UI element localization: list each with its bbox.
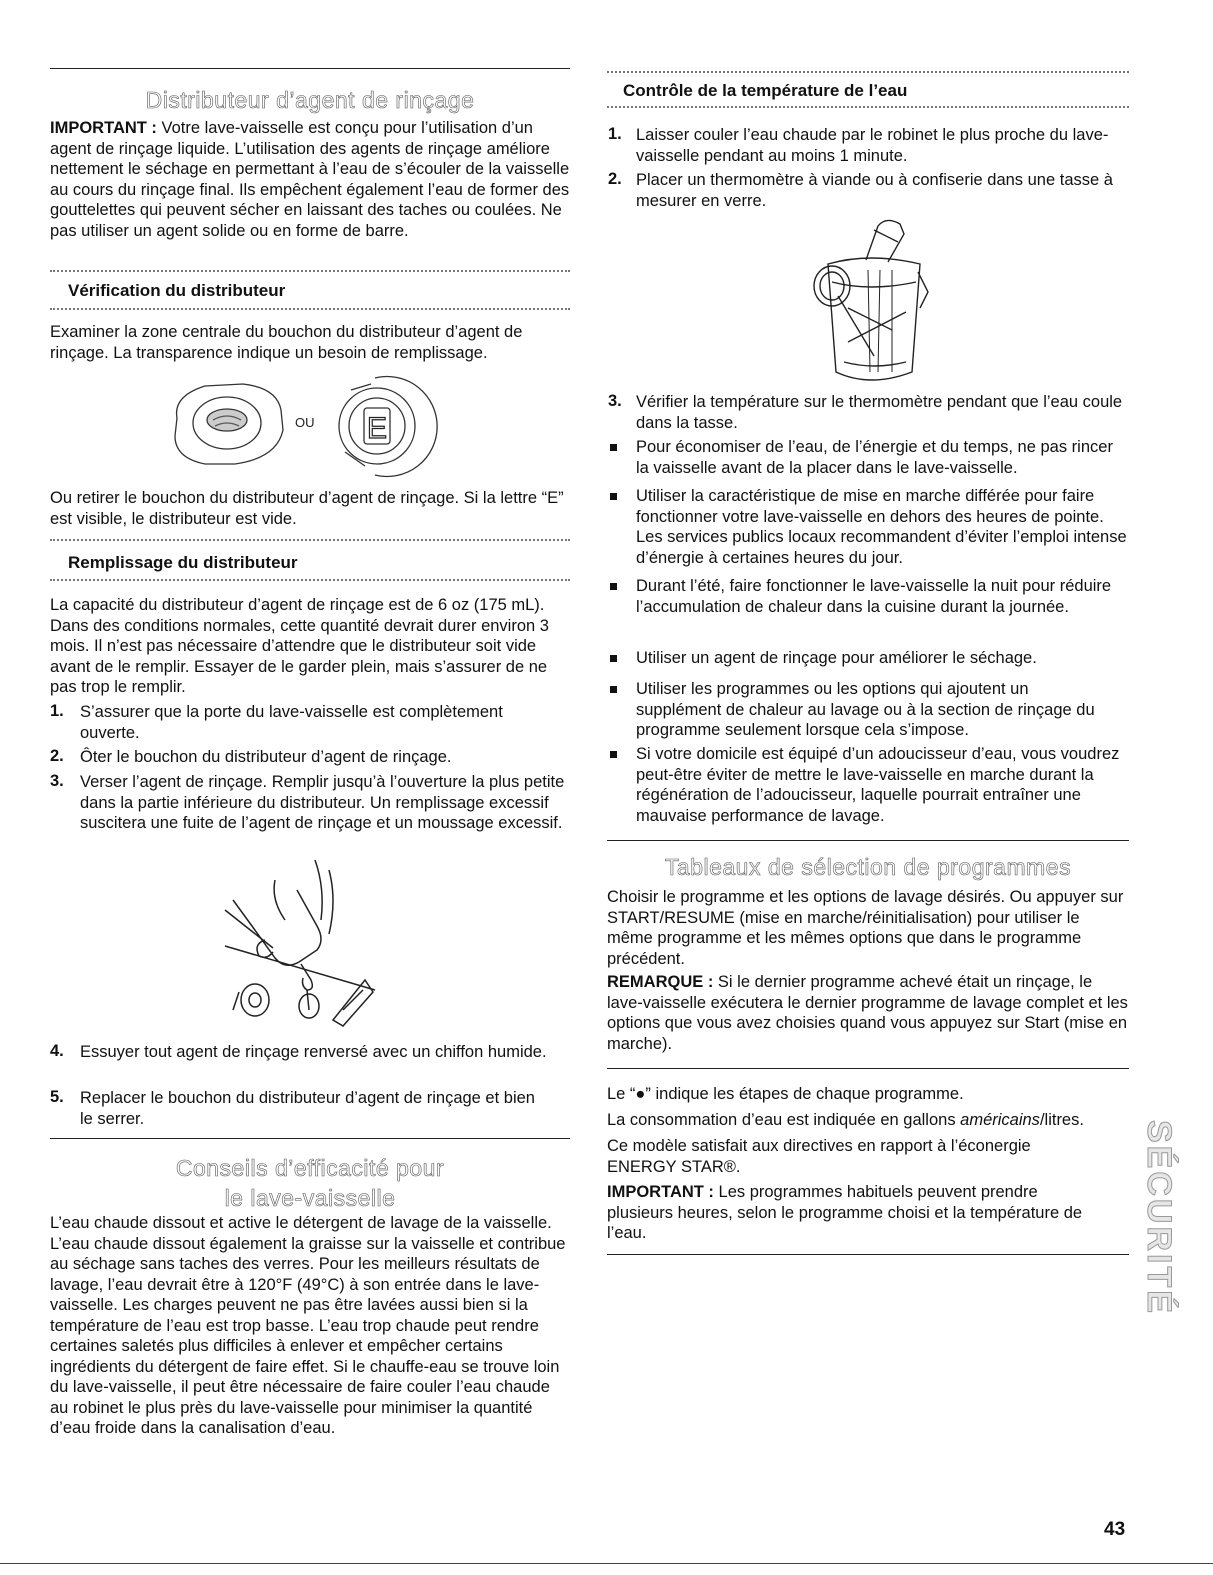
page-number: 43 (1104, 1519, 1126, 1540)
efficiency-tip: Si votre domicile est équipé d’un adoucisseur d’eau, vous voudrez peut-être éviter de mettre le lave-vaisselle en marche durant la régénération de l’adoucisseur, laquelle pourrait entraîner une mauvaise performance de lavage. (636, 745, 1120, 825)
important-paragraph (607, 1182, 1107, 1244)
temp-step-text: Placer un thermomètre à viande ou à confiserie dans une tasse à mesurer en verre. (636, 171, 1113, 210)
verification-heading: Vérification du distributeur (68, 281, 286, 300)
dotted-rule (50, 579, 570, 581)
step-text: Verser l’agent de rinçage. Remplir jusqu’à l’ouverture la plus petite dans la partie inférieure du distributeur. Un remplissage excessif suscitera une fuite de l’agent de rinçage et un moussage excessif. (80, 773, 565, 832)
bullet-marker (610, 493, 617, 500)
section-rule (607, 1068, 1129, 1069)
efficiency-text: L’eau chaude dissout et active le détergent de lavage de la vaisselle. L’eau chaude dissout également la graisse sur la vaisselle et contribue au séchage sans taches des verres. Pour les meilleurs résultats de lavage, l’eau devrait être à 120°F (49°C) à son entrée dans le lave-vaisselle. Les charges peuvent ne pas être lavées aussi bien si la température de l’eau est trop basse. L’eau trop chaude peut rendre certaines saletés plus difficiles à enlever et empêcher certains ingrédients du détergent de faire effet. Si le chauffe-eau se trouve loin du lave-vaisselle, il peut être nécessaire de faire couler l’eau chaude au robinet le plus près du lave-vaisselle pour minimiser la quantité d’eau froide dans la canalisation d’eau. (50, 1214, 566, 1437)
cycle-tables-heading: Tableaux de sélection de programmes (664, 854, 1072, 880)
efficiency-tip: Utiliser la caractéristique de mise en marche différée pour faire fonctionner votre lave-vaisselle en dehors des heures de pointe. Les services publics locaux recommandent d’éviter l’emploi intense d’énergie à certaines heures du jour. (636, 487, 1127, 567)
efficiency-heading-line-1: Conseils d’efficacité pour (175, 1155, 445, 1181)
dotted-rule (50, 308, 570, 310)
dispenser-cap-illustration (165, 370, 465, 480)
pouring-rinse-aid-illustration (225, 860, 385, 1030)
rinse-aid-heading: Distributeur d’agent de rinçage (145, 87, 475, 113)
section-rule (607, 1254, 1129, 1255)
step-text: Ôter le bouchon du distributeur d’agent de rinçage. (80, 748, 452, 766)
temp-step-number: 2. (608, 170, 622, 188)
important-label: IMPORTANT : (607, 1183, 714, 1201)
dotted-rule (50, 270, 570, 272)
temp-step-text: Laisser couler l’eau chaude par le robinet le plus proche du lave-vaisselle pendant au moins 1 minute. (636, 126, 1109, 165)
bullet-marker (610, 444, 617, 451)
cap-e-view (339, 377, 437, 477)
water-usage-em: américains (960, 1111, 1040, 1129)
bullet-marker (610, 655, 617, 662)
bullet-marker (610, 751, 617, 758)
efficiency-heading-line-2: le lave-vaisselle (224, 1185, 396, 1211)
important-label: IMPORTANT : (50, 119, 157, 137)
step-number: 1. (50, 702, 64, 720)
cycle-tables-text: Choisir le programme et les options de lavage désirés. Ou appuyer sur START/RESUME (mise en marche/réinitialisation) pour utiliser le même programme et les mêmes options que dans le programme précédent. (607, 888, 1124, 968)
important-text: Votre lave-vaisselle est conçu pour l’utilisation d’un agent de rinçage liquide. L’utilisation des agents de rinçage améliore nettement le séchage en permettant à l’eau de s’écouler de la vaisselle au cours du rinçage final. Ils empêchent également l’eau de former des gouttelettes qui peuvent sécher en laissant des taches ou coulées. Ne pas utiliser un agent solide ou en forme de barre. (50, 119, 570, 240)
sidebar-tab-text: SÉCURITÉ (1140, 1120, 1178, 1316)
temp-step-number: 1. (608, 125, 622, 143)
top-rule-left (50, 68, 570, 69)
step-number: 2. (50, 747, 64, 765)
verification-text-2: Ou retirer le bouchon du distributeur d’agent de rinçage. Si la lettre “E” est visible, le distributeur est vide. (50, 489, 564, 528)
step-text: Essuyer tout agent de rinçage renversé avec un chiffon humide. (80, 1043, 547, 1061)
section-rule (607, 840, 1129, 841)
fill-text: La capacité du distributeur d’agent de rinçage est de 6 oz (175 mL). Dans des conditions normales, cette quantité devrait durer environ 3 mois. Il n’est pas nécessaire d’attendre que le distributeur soit vide avant de le remplir. Essayer de le garder plein, mais s’assurer de ne pas trop le remplir. (50, 596, 549, 696)
e-letter: E (366, 412, 388, 445)
step-number: 4. (50, 1042, 64, 1060)
cap-top-view (175, 384, 283, 464)
fill-heading: Remplissage du distributeur (68, 553, 298, 572)
dotted-rule (50, 539, 570, 541)
important-text: Les programmes habituels peuvent prendre plusieurs heures, selon le programme choisi et la température de l’eau. (607, 1183, 1083, 1242)
step-text: Replacer le bouchon du distributeur d’agent de rinçage et bien le serrer. (80, 1089, 535, 1128)
ou-label: OU (295, 415, 315, 430)
step-number: 3. (50, 772, 64, 790)
temp-step-number: 3. (608, 392, 622, 410)
efficiency-tip: Utiliser un agent de rinçage pour améliorer le séchage. (636, 649, 1037, 667)
step-text: S’assurer que la porte du lave-vaisselle est complètement ouverte. (80, 703, 503, 742)
bottom-rule (0, 1563, 1213, 1564)
efficiency-tip: Durant l’été, faire fonctionner le lave-vaisselle la nuit pour réduire l’accumulation de chaleur dans la cuisine durant la journée. (636, 577, 1112, 616)
energy-star-line: Ce modèle satisfait aux directives en rapport à l’éconergie ENERGY STAR®. (607, 1137, 1031, 1176)
water-temp-heading: Contrôle de la température de l’eau (623, 81, 908, 100)
note-text: Si le dernier programme achevé était un rinçage, le lave-vaisselle exécutera le dernier programme de lavage complet et les options que vous avez choisies quand vous appuyez sur Start (mise en marche). (607, 973, 1128, 1053)
rinse-important-paragraph (50, 118, 570, 241)
efficiency-tip: Pour économiser de l’eau, de l’énergie et du temps, ne pas rincer la vaisselle avant de la placer dans le lave-vaisselle. (636, 438, 1113, 477)
water-usage-line (607, 1110, 1137, 1131)
section-rule (50, 1138, 570, 1139)
bullet-marker (610, 583, 617, 590)
dotted-rule (607, 106, 1129, 108)
water-usage-post: /litres. (1039, 1111, 1084, 1129)
bullet-marker (610, 686, 617, 693)
temp-step-text: Vérifier la température sur le thermomètre pendant que l’eau coule dans la tasse. (636, 393, 1123, 432)
verification-text: Examiner la zone centrale du bouchon du distributeur d’agent de rinçage. La transparence indique un besoin de remplissage. (50, 323, 523, 362)
measuring-cup-thermometer-illustration (808, 212, 938, 387)
water-usage-pre: La consommation d’eau est indiquée en gallons (607, 1111, 961, 1129)
step-number: 5. (50, 1088, 64, 1106)
note-paragraph (607, 972, 1129, 1054)
dotted-rule (607, 71, 1129, 73)
efficiency-tip: Utiliser les programmes ou les options qui ajoutent un supplément de chaleur au lavage ou à la section de rinçage du programme seulement lorsque cela s’impose. (636, 680, 1095, 739)
legend-line: Le “●” indique les étapes de chaque programme. (607, 1085, 964, 1103)
note-label: REMARQUE : (607, 973, 714, 991)
